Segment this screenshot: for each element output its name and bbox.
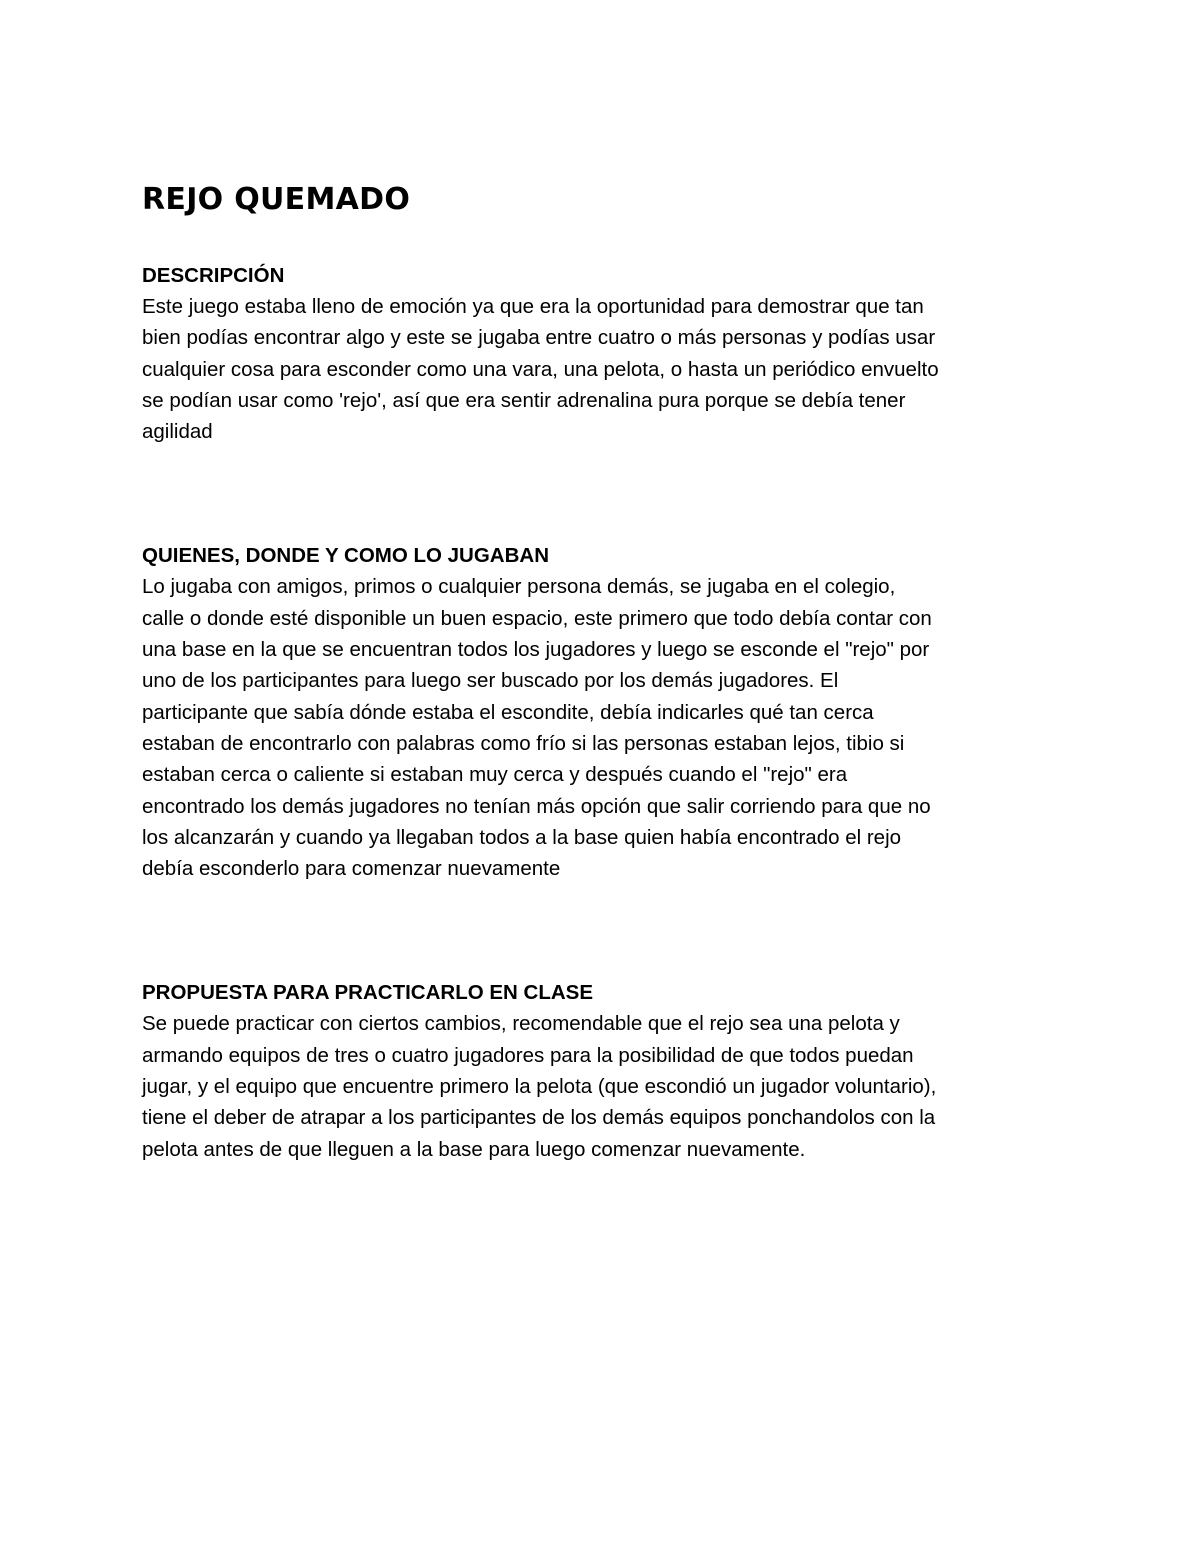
- section-heading: DESCRIPCIÓN: [142, 264, 285, 287]
- section-body: Se puede practicar con ciertos cambios, recomendable que el rejo sea una pelota y armando equipos de tres o cuatro jugadores para la posibilidad de que todos puedan jugar, y el equipo que encuentre primero la pelota (que escondió un jugador voluntario), tiene el deber de atrapar a los participantes de los demás equipos ponchandolos con la pelota antes de que lleguen a la base para luego comenzar nuevamente.: [142, 1012, 937, 1161]
- section-body: Lo jugaba con amigos, primos o cualquier persona demás, se jugaba en el colegio, calle o donde esté disponible un buen espacio, este primero que todo debía contar con una base en la que se encuentran todos los jugadores y luego se esconde el "rejo" por uno de los participantes para luego ser buscado por los demás jugadores. El participante que sabía dónde estaba el escondite, debía indicarles qué tan cerca estaban de encontrarlo con palabras como frío si las personas estaban lejos, tibio si estaban cerca o caliente si estaban muy cerca y después cuando el "rejo" era encontrado los demás jugadores no tenían más opción que salir corriendo para que no los alcanzarán y cuando ya llegaban todos a la base quien había encontrado el rejo debía esconderlo para comenzar nuevamente: [142, 575, 932, 881]
- section-heading: QUIENES, DONDE Y COMO LO JUGABAN: [142, 544, 550, 568]
- section-descripcion: [142, 260, 1072, 447]
- section-spacer: [142, 884, 1072, 977]
- section-spacer: [142, 447, 1072, 540]
- section-heading: PROPUESTA PARA PRACTICARLO EN CLASE: [142, 981, 594, 1005]
- section-quienes-donde-como: [142, 540, 1072, 884]
- section-body: Este juego estaba lleno de emoción ya que era la oportunidad para demostrar que tan bien podías encontrar algo y este se jugaba entre cuatro o más personas y podías usar cualquier cosa para esconder como una vara, una pelota, o hasta un periódico envuelto se podían usar como 'rejo', así que era sentir adrenalina pura porque se debía tener agilidad: [142, 295, 939, 444]
- section-propuesta: [142, 977, 1072, 1164]
- document-content: [142, 180, 1072, 1165]
- document-title: REJO QUEMADO: [142, 182, 411, 217]
